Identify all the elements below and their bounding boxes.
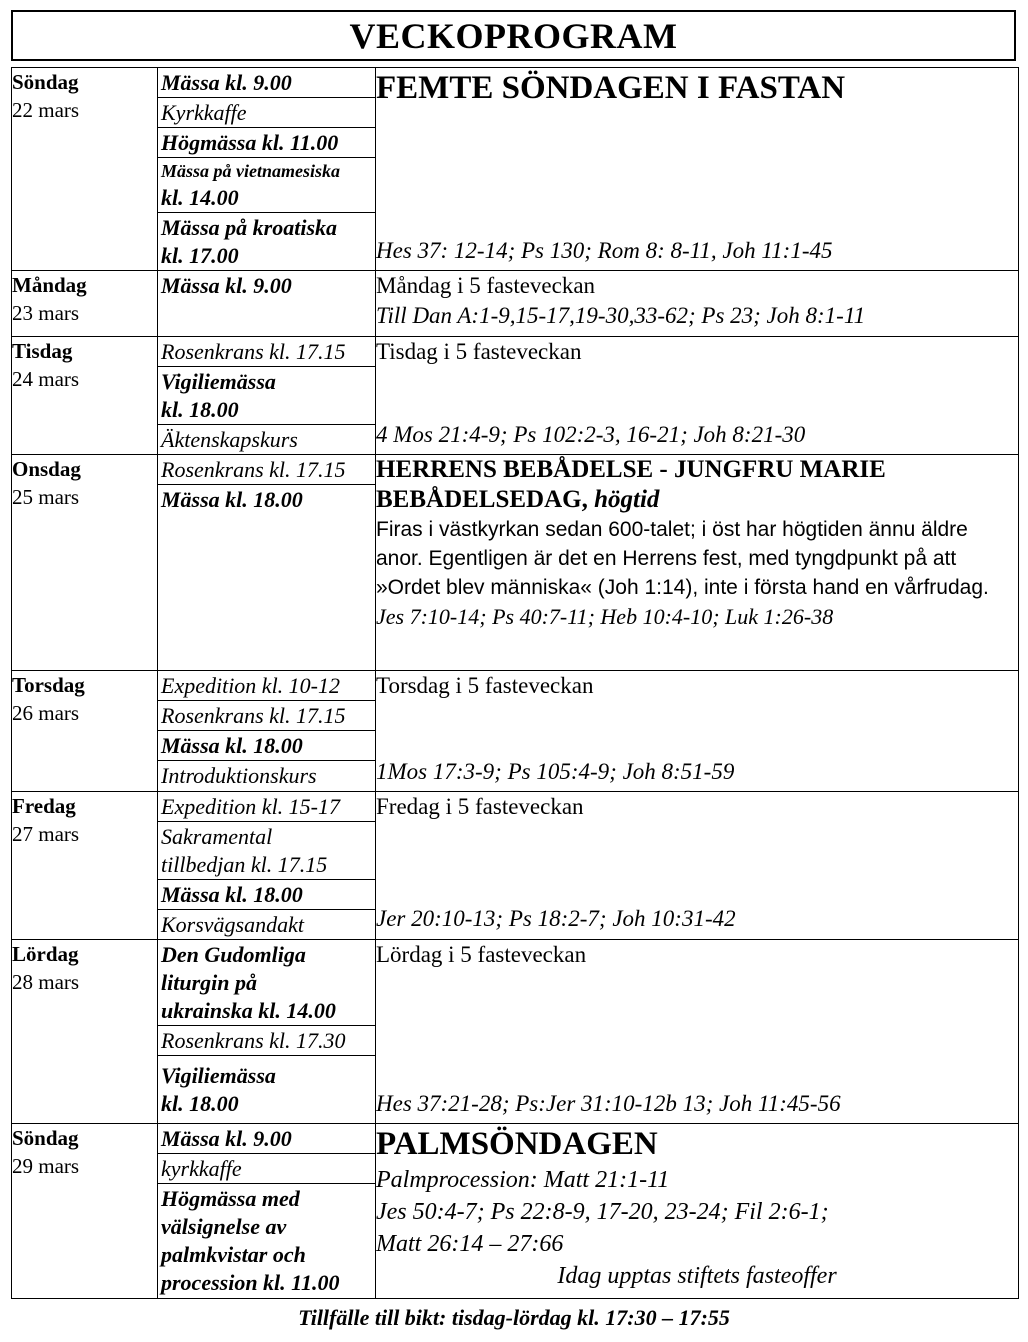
event-item: Expedition kl. 10-12 — [158, 671, 375, 701]
readings: Jes 7:10-14; Ps 40:7-11; Heb 10:4-10; Luk 1:26-38 — [376, 604, 834, 629]
event-item: Rosenkrans kl. 17.15 — [158, 455, 375, 485]
event-item: Rosenkrans kl. 17.15 — [158, 337, 375, 367]
event-line: liturgin på — [161, 970, 257, 995]
event-item: kyrkkaffe — [158, 1154, 375, 1184]
feast-heading: PALMSÖNDAGEN — [376, 1126, 658, 1162]
event-line: välsignelse av — [161, 1214, 287, 1239]
description-cell — [376, 271, 1019, 337]
description-cell — [376, 671, 1019, 792]
feast-description: Firas i västkyrkan sedan 600-talet; i öst har högtiden ännu äldre anor. Egentligen är det en Herrens fest, med tyngdpunkt på att »Ordet blev människa« (Joh 1:14), inte i första hand en vårfrudag. — [376, 518, 989, 599]
events-cell — [158, 671, 376, 792]
day-date: 25 mars — [12, 485, 80, 509]
day-heading: Tisdag i 5 fasteveckan — [376, 339, 582, 364]
feast-heading-text: BEBÅDELSEDAG, — [376, 486, 588, 513]
event-item: Introduktionskurs — [161, 763, 317, 788]
event-item — [158, 367, 375, 425]
day-date: 22 mars — [12, 98, 80, 122]
day-cell — [12, 337, 158, 455]
day-name: Söndag — [12, 70, 79, 94]
offering-note: Idag upptas stiftets fasteoffer — [557, 1263, 837, 1289]
readings: Hes 37:21-28; Ps:Jer 31:10-12b 13; Joh 11:45-56 — [376, 1091, 841, 1116]
feast-heading: HERRENS BEBÅDELSE - JUNGFRU MARIE — [376, 456, 886, 483]
feast-heading-line2 — [376, 485, 1018, 515]
events-cell — [158, 792, 376, 940]
description-cell — [376, 940, 1019, 1124]
readings: Hes 37: 12-14; Ps 130; Rom 8: 8-11, Joh 11:1-45 — [376, 238, 833, 263]
weekly-program-table — [11, 67, 1019, 1299]
event-item — [158, 213, 375, 270]
day-date: 28 mars — [12, 970, 80, 994]
description-cell — [376, 1124, 1019, 1299]
description-cell — [376, 792, 1019, 940]
day-date: 23 mars — [12, 301, 80, 325]
day-name: Tisdag — [12, 339, 73, 363]
event-item: Mässa kl. 9.00 — [158, 1124, 375, 1154]
day-date: 29 mars — [12, 1154, 80, 1178]
event-item: Korsvägsandakt — [161, 912, 304, 937]
event-item: Mässa kl. 18.00 — [158, 731, 375, 761]
event-line: Den Gudomliga — [161, 942, 306, 967]
day-cell — [12, 455, 158, 671]
page-title: VECKOPROGRAM — [11, 10, 1016, 61]
readings: Jes 50:4-7; Ps 22:8-9, 17-20, 23-24; Fil 2:6-1; — [376, 1199, 829, 1225]
procession-reading: Palmprocession: Matt 21:1-11 — [376, 1167, 670, 1193]
event-item: Mässa kl. 9.00 — [161, 273, 292, 298]
day-cell — [12, 671, 158, 792]
readings: Till Dan A:1-9,15-17,19-30,33-62; Ps 23; Joh 8:1-11 — [376, 303, 866, 328]
event-item: Högmässa kl. 11.00 — [158, 128, 375, 158]
event-line: kl. 18.00 — [161, 1091, 239, 1116]
day-row-friday — [12, 792, 1019, 940]
day-cell — [12, 792, 158, 940]
event-item — [158, 158, 375, 213]
day-name: Onsdag — [12, 457, 81, 481]
event-line: kl. 14.00 — [161, 185, 239, 210]
day-date: 24 mars — [12, 367, 80, 391]
event-item — [158, 1184, 375, 1297]
event-line: tillbedjan kl. 17.15 — [161, 852, 328, 877]
event-item: Kyrkkaffe — [158, 98, 375, 128]
events-cell — [158, 68, 376, 271]
event-line: Vigiliemässa — [161, 1063, 276, 1088]
day-date: 27 mars — [12, 822, 80, 846]
event-line: procession kl. 11.00 — [161, 1270, 340, 1295]
day-heading: Måndag i 5 fasteveckan — [376, 273, 596, 298]
description-cell — [376, 337, 1019, 455]
events-cell — [158, 337, 376, 455]
event-item — [158, 940, 375, 1026]
readings-continued: Matt 26:14 – 27:66 — [376, 1231, 564, 1257]
event-item: Äktenskapskurs — [161, 427, 298, 452]
day-date: 26 mars — [12, 701, 80, 725]
day-name: Söndag — [12, 1126, 79, 1150]
event-item — [158, 1056, 375, 1118]
event-item: Mässa kl. 9.00 — [158, 68, 375, 98]
events-cell — [158, 455, 376, 671]
events-cell — [158, 1124, 376, 1299]
event-line: kl. 18.00 — [161, 397, 239, 422]
readings: Jer 20:10-13; Ps 18:2-7; Joh 10:31-42 — [376, 906, 736, 931]
day-row-thursday — [12, 671, 1019, 792]
feast-heading: FEMTE SÖNDAGEN I FASTAN — [376, 70, 846, 106]
day-cell — [12, 68, 158, 271]
day-heading: Torsdag i 5 fasteveckan — [376, 673, 594, 698]
event-item: Rosenkrans kl. 17.30 — [158, 1026, 375, 1056]
day-name: Fredag — [12, 794, 76, 818]
confession-footer: Tillfälle till bikt: tisdag-lördag kl. 17:30 – 17:55 — [298, 1305, 730, 1330]
day-row-sunday-29 — [12, 1124, 1019, 1299]
event-line: palmkvistar och — [161, 1242, 306, 1267]
description-cell — [376, 455, 1019, 671]
event-item: Mässa kl. 18.00 — [158, 880, 375, 910]
day-heading: Fredag i 5 fasteveckan — [376, 794, 584, 819]
events-cell — [158, 271, 376, 337]
feast-rank: högtid — [594, 486, 660, 513]
event-line: Mässa på vietnamesiska — [161, 161, 341, 181]
day-cell — [12, 940, 158, 1124]
day-row-sunday-22 — [12, 68, 1019, 271]
event-line: Högmässa med — [161, 1186, 300, 1211]
event-line: Mässa på kroatiska — [161, 215, 338, 240]
day-name: Måndag — [12, 273, 87, 297]
day-row-saturday — [12, 940, 1019, 1124]
event-line: Vigiliemässa — [161, 369, 276, 394]
day-heading: Lördag i 5 fasteveckan — [376, 942, 587, 967]
event-item: Expedition kl. 15-17 — [158, 792, 375, 822]
day-row-tuesday — [12, 337, 1019, 455]
readings: 4 Mos 21:4-9; Ps 102:2-3, 16-21; Joh 8:21-30 — [376, 422, 806, 447]
event-item: Mässa kl. 18.00 — [161, 487, 303, 512]
events-cell — [158, 940, 376, 1124]
day-name: Lördag — [12, 942, 79, 966]
readings: 1Mos 17:3-9; Ps 105:4-9; Joh 8:51-59 — [376, 759, 735, 784]
event-item — [158, 822, 375, 880]
event-line: kl. 17.00 — [161, 243, 239, 268]
event-item: Rosenkrans kl. 17.15 — [158, 701, 375, 731]
event-line: ukrainska kl. 14.00 — [161, 998, 336, 1023]
day-cell — [12, 271, 158, 337]
day-row-monday — [12, 271, 1019, 337]
event-line: Sakramental — [161, 824, 273, 849]
day-cell — [12, 1124, 158, 1299]
day-row-wednesday — [12, 455, 1019, 671]
day-name: Torsdag — [12, 673, 85, 697]
description-cell — [376, 68, 1019, 271]
